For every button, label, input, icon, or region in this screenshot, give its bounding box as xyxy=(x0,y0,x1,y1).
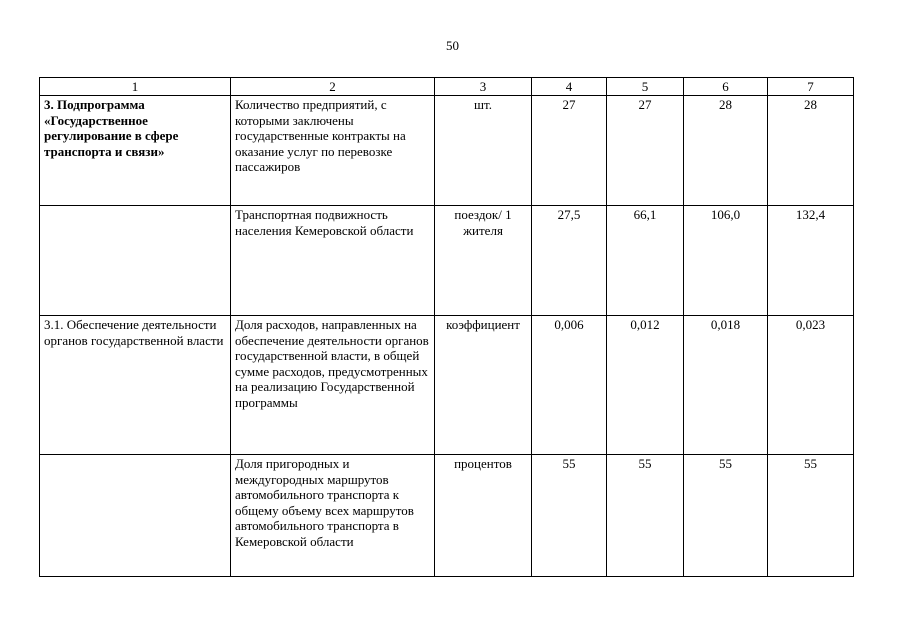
table-row xyxy=(40,316,854,455)
value-cell: 55 xyxy=(532,455,607,577)
unit-cell: поездок/ 1 жителя xyxy=(435,206,532,316)
table-row xyxy=(40,96,854,206)
indicator-name: Доля пригородных и междугородных маршрутов автомобильного транспорта к общему объему всех маршрутов автомобильного транспорта в Кемеровской области xyxy=(231,455,435,577)
header-cell-1: 1 xyxy=(40,78,231,96)
page-number: 50 xyxy=(446,38,459,53)
table-row xyxy=(40,455,854,577)
value-cell: 55 xyxy=(607,455,684,577)
indicator-name: Транспортная подвижность населения Кемеровской области xyxy=(231,206,435,316)
header-cell-6: 6 xyxy=(684,78,768,96)
group-cell-empty xyxy=(40,206,231,316)
header-cell-3: 3 xyxy=(435,78,532,96)
indicator-name: Доля расходов, направленных на обеспечение деятельности органов государственной власти, в общей сумме расходов, предусмотренных на реализацию Государственной программы xyxy=(231,316,435,455)
table-row xyxy=(40,206,854,316)
value-cell: 55 xyxy=(768,455,854,577)
table-header-row xyxy=(40,78,854,96)
indicator-name: Количество предприятий, с которыми заключены государственные контракты на оказание услуг по перевозке пассажиров xyxy=(231,96,435,206)
header-cell-7: 7 xyxy=(768,78,854,96)
value-cell: 0,006 xyxy=(532,316,607,455)
value-cell: 27 xyxy=(607,96,684,206)
value-cell: 28 xyxy=(768,96,854,206)
unit-cell: процентов xyxy=(435,455,532,577)
value-cell: 27,5 xyxy=(532,206,607,316)
value-cell: 132,4 xyxy=(768,206,854,316)
group-cell-empty xyxy=(40,455,231,577)
subsection-title: 3.1. Обеспечение деятельности органов государственной власти xyxy=(40,316,231,455)
value-cell: 0,018 xyxy=(684,316,768,455)
value-cell: 0,023 xyxy=(768,316,854,455)
value-cell: 28 xyxy=(684,96,768,206)
value-cell: 55 xyxy=(684,455,768,577)
header-cell-4: 4 xyxy=(532,78,607,96)
value-cell: 0,012 xyxy=(607,316,684,455)
unit-cell: коэффициент xyxy=(435,316,532,455)
value-cell: 66,1 xyxy=(607,206,684,316)
subprogram-title: 3. Подпрограмма «Государственное регулирование в сфере транспорта и связи» xyxy=(40,96,231,206)
header-cell-2: 2 xyxy=(231,78,435,96)
indicators-table xyxy=(39,77,854,577)
unit-cell: шт. xyxy=(435,96,532,206)
value-cell: 106,0 xyxy=(684,206,768,316)
value-cell: 27 xyxy=(532,96,607,206)
header-cell-5: 5 xyxy=(607,78,684,96)
